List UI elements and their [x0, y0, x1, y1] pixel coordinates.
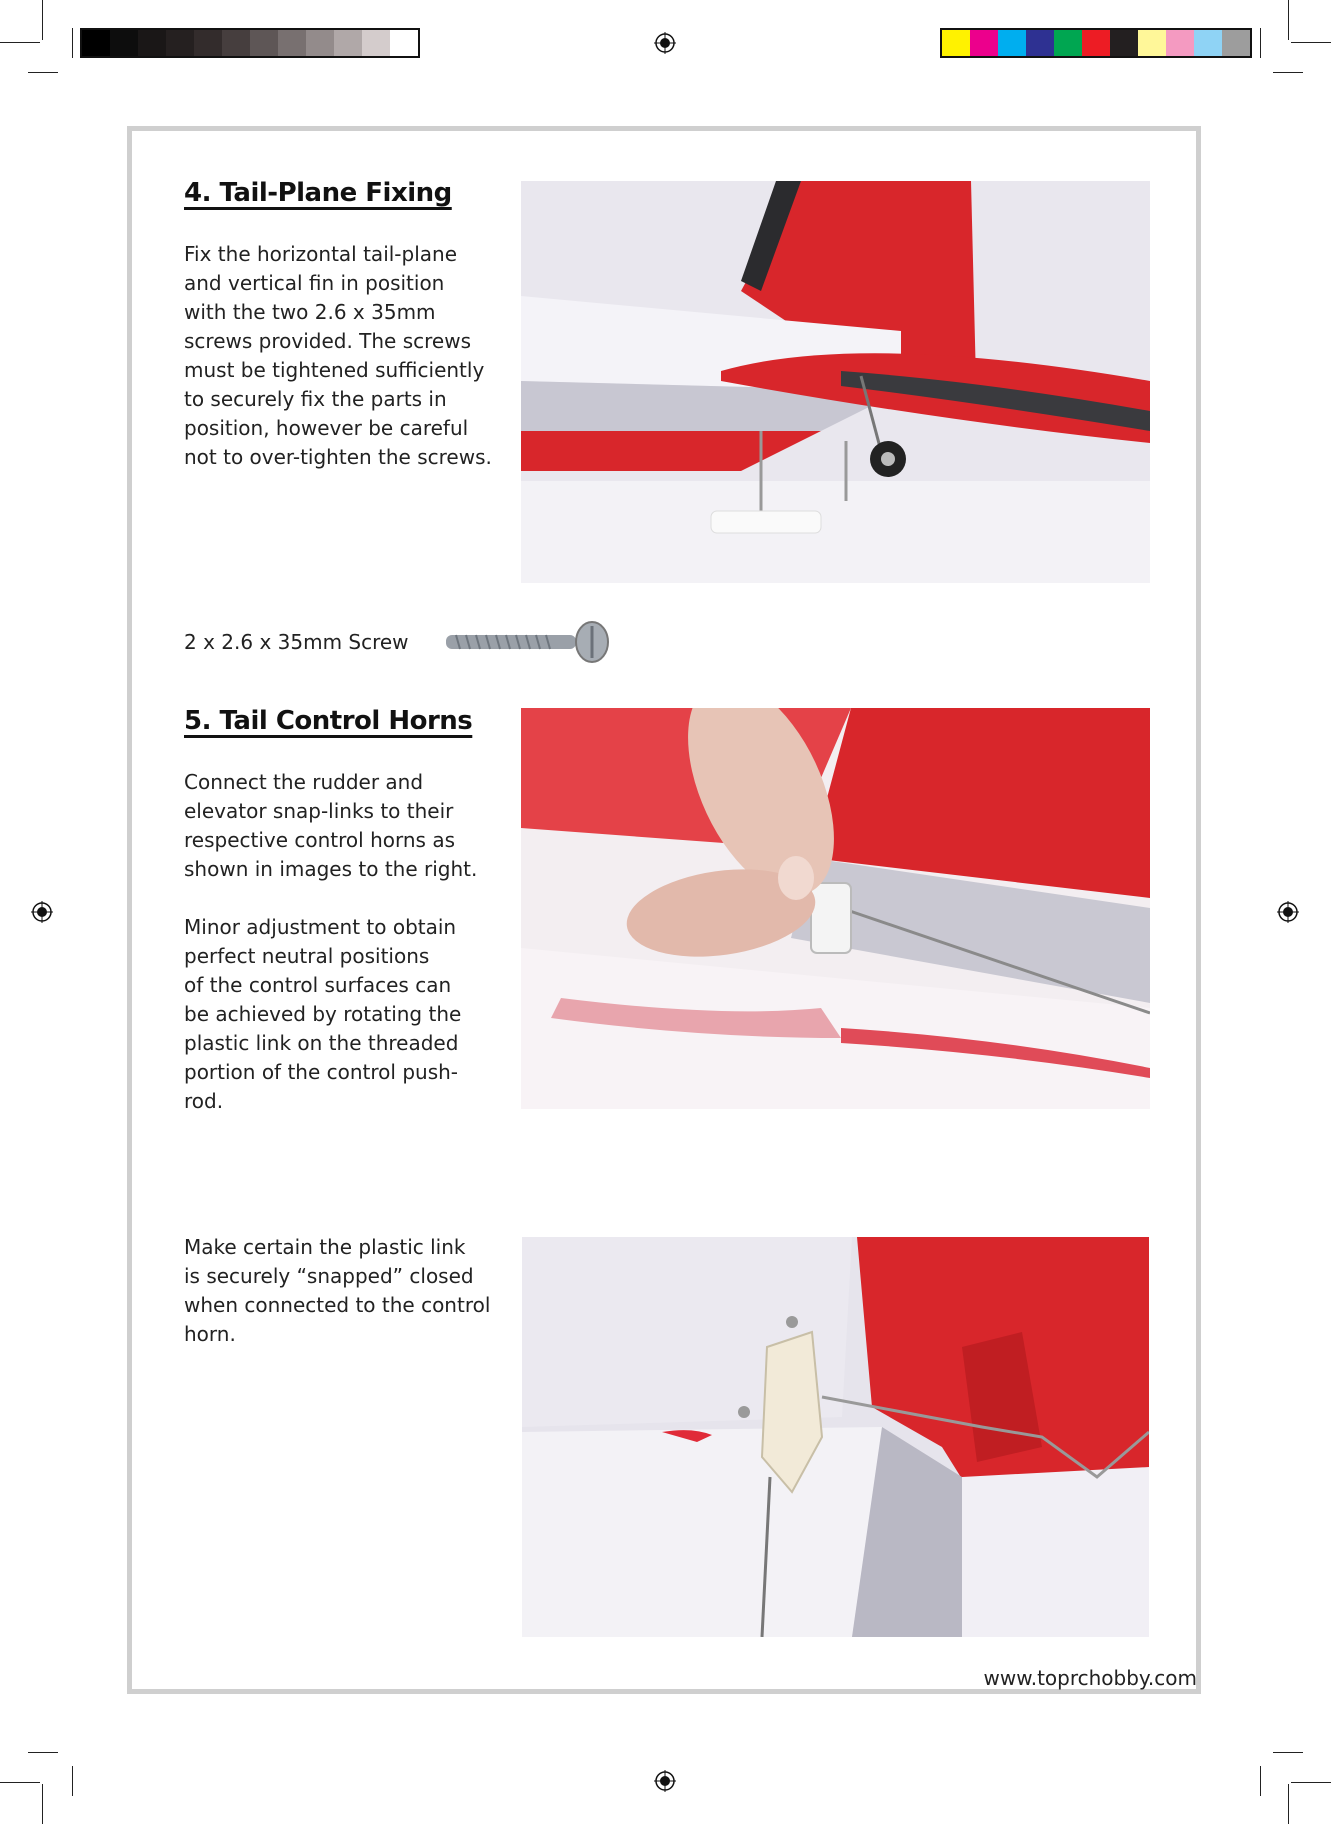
tailplane-photo — [521, 181, 1150, 583]
color-swatch — [1026, 30, 1054, 56]
grey-swatch — [110, 30, 138, 56]
grey-swatch — [166, 30, 194, 56]
color-swatch — [1110, 30, 1138, 56]
grey-swatch — [390, 30, 418, 56]
grey-swatch — [278, 30, 306, 56]
color-swatch — [998, 30, 1026, 56]
color-swatch — [942, 30, 970, 56]
grey-swatch — [222, 30, 250, 56]
color-swatch — [970, 30, 998, 56]
screw-icon — [444, 618, 619, 668]
snap-link-photo — [521, 708, 1150, 1109]
color-swatch — [1194, 30, 1222, 56]
control-horn-photo — [522, 1237, 1149, 1637]
footer-website-url[interactable]: www.toprchobby.com — [983, 1666, 1197, 1690]
color-swatch — [1166, 30, 1194, 56]
color-swatch-strip — [940, 28, 1252, 58]
grey-swatch — [362, 30, 390, 56]
section-4-heading: 4. Tail-Plane Fixing — [184, 178, 452, 208]
section-5-body: Connect the rudder and elevator snap-links to their respective control horns as shown in images to the right. Minor adjustment to obtain perfect neutral positions of the control surfaces can be achieved by rotating the plastic link on the threaded portion of the control push- rod. — [184, 770, 478, 1113]
color-swatch — [1054, 30, 1082, 56]
grey-swatch — [194, 30, 222, 56]
grey-swatch — [250, 30, 278, 56]
registration-mark-icon — [1277, 901, 1299, 923]
color-swatch — [1082, 30, 1110, 56]
grey-swatch — [138, 30, 166, 56]
registration-mark-icon — [654, 32, 676, 54]
section-4-body: Fix the horizontal tail-plane and vertical fin in position with the two 2.6 x 35mm screws provided. The screws must be tightened sufficiently to securely fix the parts in position, however be careful not to over-tighten the screws. — [184, 242, 492, 469]
screw-caption: 2 x 2.6 x 35mm Screw — [184, 630, 409, 654]
grey-swatch-strip — [80, 28, 420, 58]
section-5-note: Make certain the plastic link is securely “snapped” closed when connected to the control horn. — [184, 1235, 491, 1346]
grey-swatch — [82, 30, 110, 56]
section-5-heading: 5. Tail Control Horns — [184, 706, 473, 736]
registration-mark-icon — [31, 901, 53, 923]
grey-swatch — [306, 30, 334, 56]
registration-mark-icon — [654, 1770, 676, 1792]
color-swatch — [1222, 30, 1250, 56]
grey-swatch — [334, 30, 362, 56]
color-swatch — [1138, 30, 1166, 56]
